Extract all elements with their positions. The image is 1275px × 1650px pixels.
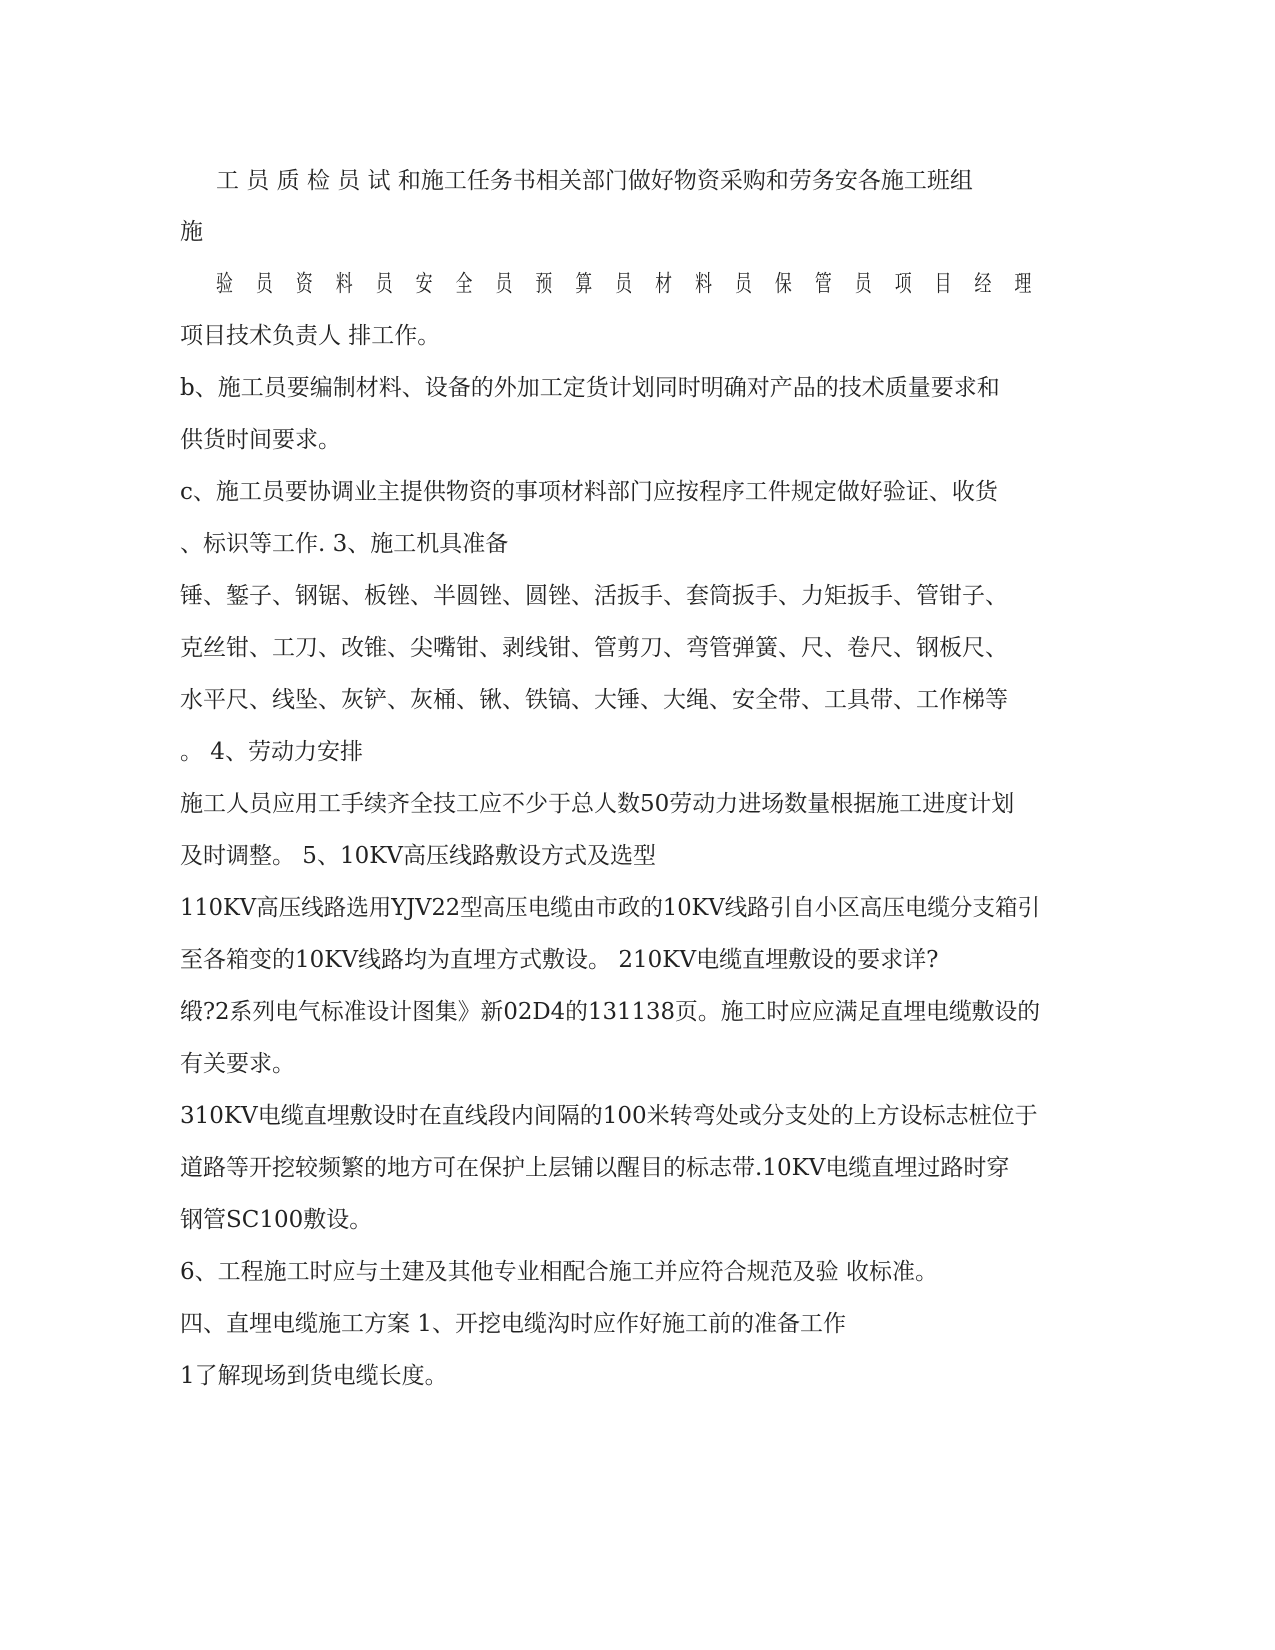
text-line: 水平尺、线坠、灰铲、灰桶、锹、铁镐、大锤、大绳、安全带、工具带、工作梯等 bbox=[180, 687, 1008, 713]
text-line: 310KV电缆直埋敷设时在直线段内间隔的100米转弯处或分支处的上方设标志桩位于 bbox=[180, 1103, 1038, 1129]
text-line: 克丝钳、工刀、改锥、尖嘴钳、剥线钳、管剪刀、弯管弹簧、尺、卷尺、钢板尺、 bbox=[180, 635, 1008, 661]
text-line: 施工人员应用工手续齐全技工应不少于总人数50劳动力进场数量根据施工进度计划 bbox=[180, 791, 1015, 817]
text-line: 6、工程施工时应与土建及其他专业相配合施工并应符合规范及验 收标准。 bbox=[180, 1259, 938, 1285]
text-line: 钢管SC100敷设。 bbox=[180, 1207, 373, 1233]
text-line: b、施工员要编制材料、设备的外加工定货计划同时明确对产品的技术质量要求和 bbox=[180, 375, 1000, 401]
text-line: 。 4、劳动力安排 bbox=[180, 739, 363, 765]
text-line: 110KV高压线路选用YJV22型高压电缆由市政的10KV线路引自小区高压电缆分支箱引 bbox=[180, 895, 1041, 921]
text-line: 锤、錾子、钢锯、板锉、半圆锉、圆锉、活扳手、套筒扳手、力矩扳手、管钳子、 bbox=[180, 583, 1008, 609]
text-line: c、施工员要协调业主提供物资的事项材料部门应按程序工件规定做好验证、收货 bbox=[180, 479, 998, 505]
text-line: 缎?2系列电气标准设计图集》新02D4的131138页。施工时应应满足直埋电缆敷设的 bbox=[180, 999, 1041, 1025]
text-line: 及时调整。 5、10KV高压线路敷设方式及选型 bbox=[180, 843, 657, 869]
text-line: 、标识等工作. 3、施工机具准备 bbox=[180, 531, 509, 557]
text-line: 供货时间要求。 bbox=[180, 427, 341, 453]
text-line: 项目技术负责人 排工作。 bbox=[180, 323, 441, 349]
text-line: 施 bbox=[180, 219, 203, 245]
text-line: 验 员 资 料 员 安 全 员 预 算 员 材 料 员 保 管 员 项 目 经 理 bbox=[216, 271, 1041, 297]
text-line: 工 员 质 检 员 试 和施工任务书相关部门做好物资采购和劳务安各施工班组 bbox=[216, 168, 973, 194]
text-line: 有关要求。 bbox=[180, 1051, 295, 1077]
text-line: 至各箱变的10KV线路均为直埋方式敷设。 210KV电缆直埋敷设的要求详? bbox=[180, 947, 939, 973]
text-line: 1了解现场到货电缆长度。 bbox=[180, 1363, 448, 1389]
text-line: 道路等开挖较频繁的地方可在保护上层铺以醒目的标志带.10KV电缆直埋过路时穿 bbox=[180, 1155, 1010, 1181]
text-line: 四、直埋电缆施工方案 1、开挖电缆沟时应作好施工前的准备工作 bbox=[180, 1311, 846, 1337]
